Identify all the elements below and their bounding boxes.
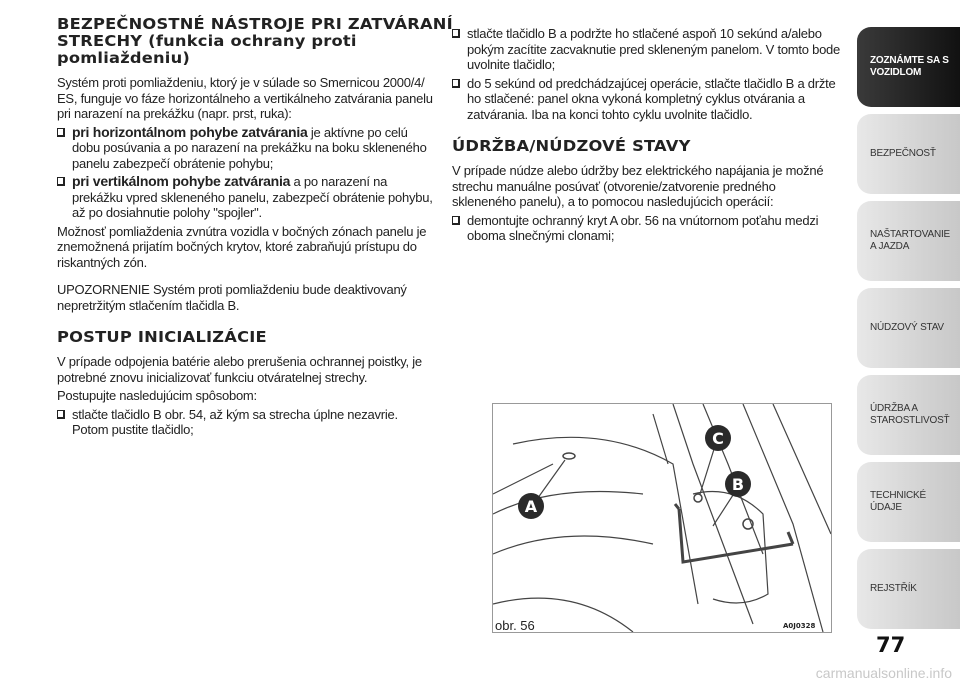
checkbox-bullet-icon bbox=[57, 128, 65, 137]
paragraph-side-covers: Možnosť pomliaždenia zvnútra vozidla v bočných zónach panelu je znemožnená prijatím bočných krytov, ktoré zabraňujú prístupu do riskantných zón. bbox=[57, 223, 427, 270]
middle-column bbox=[452, 26, 840, 247]
tab-label: ZOZNÁMTE SA S VOZIDLOM bbox=[870, 55, 949, 78]
tab-starting[interactable] bbox=[857, 201, 960, 281]
tab-label: REJSTŘÍK bbox=[870, 583, 917, 594]
tab-label: NAŠTARTOVANIE A JAZDA bbox=[870, 229, 951, 252]
left-column bbox=[57, 15, 453, 441]
tab-label: TECHNICKÉ ÚDAJE bbox=[870, 490, 926, 513]
checkbox-bullet-icon bbox=[452, 29, 460, 38]
list-item-text: stlačte tlačidlo B obr. 54, až kým sa strecha úplne nezavrie. Potom pustite tlačidlo; bbox=[72, 406, 398, 437]
list-item-step3 bbox=[452, 76, 840, 123]
checkbox-bullet-icon bbox=[452, 216, 460, 225]
tab-maintenance[interactable] bbox=[857, 375, 960, 455]
tab-safety[interactable] bbox=[857, 114, 960, 194]
callout-label-a: A bbox=[524, 497, 538, 516]
callout-c bbox=[705, 425, 731, 451]
list-item-lead: pri vertikálnom pohybe zatvárania bbox=[72, 173, 291, 189]
tab-emergency[interactable] bbox=[857, 288, 960, 368]
tab-vehicle[interactable] bbox=[857, 27, 960, 107]
list-item-vertical bbox=[57, 174, 437, 221]
paragraph-reinit: V prípade odpojenia batérie alebo prerušenia ochrannej poistky, je potrebné znovu inicializovať funkciu otváratelnej strechy. bbox=[57, 354, 422, 385]
list-item-step1 bbox=[57, 407, 437, 438]
heading-maintenance: ÚDRŽBA/NÚDZOVÉ STAVY bbox=[452, 137, 691, 155]
figure-56 bbox=[492, 403, 832, 633]
list-item-text: stlačte tlačidlo B a podržte ho stlačené aspoň 10 sekúnd a/alebo pokým zacítite zacvaknutie pred skleneným panelom. V tomto bode uvolnite tlačidlo; bbox=[467, 26, 841, 72]
paragraph-procedure: Postupujte nasledujúcim spôsobom: bbox=[57, 388, 257, 403]
callout-b bbox=[725, 471, 751, 497]
roof-illustration bbox=[493, 404, 831, 632]
tab-label: NÚDZOVÝ STAV bbox=[870, 322, 944, 333]
list-item-lead: pri horizontálnom pohybe zatvárania bbox=[72, 123, 308, 140]
heading-anti-pinch: BEZPEČNOSTNÉ NÁSTROJE PRI ZATVÁRANÍ STRECHY (funkcia ochrany proti pomliaždeniu) bbox=[57, 15, 453, 67]
list-item-text: je aktívne po celú dobu posúvania a po narazení na prekážku na boku skleneného panelu zabezpečí obrátenie pohybu; bbox=[72, 124, 427, 171]
callout-label-b: B bbox=[731, 475, 745, 494]
list-item-step2 bbox=[452, 26, 840, 73]
watermark: carmanualsonline.info bbox=[815, 665, 952, 681]
checkbox-bullet-icon bbox=[452, 79, 460, 88]
tab-technical[interactable] bbox=[857, 462, 960, 542]
figure-code: A0J0328 bbox=[783, 622, 816, 630]
tab-index[interactable] bbox=[857, 549, 960, 629]
paragraph-warning: UPOZORNENIE Systém proti pomliaždeniu bude deaktivovaný nepretržitým stlačením tlačidla B. bbox=[57, 282, 407, 313]
checkbox-bullet-icon bbox=[57, 410, 65, 419]
callout-label-c: C bbox=[712, 429, 724, 448]
page-number: 77 bbox=[876, 633, 906, 657]
tab-label: BEZPEČNOSŤ bbox=[870, 148, 936, 159]
paragraph-emergency: V prípade núdze alebo údržby bez elektrického napájania je možné strechu manuálne posúvať (otvorenie/zatvorenie predného skleneného panelu), a to pomocou nasledujúcich operácií: bbox=[452, 163, 824, 209]
list-item-text: demontujte ochranný kryt A obr. 56 na vnútornom poťahu medzi oboma slnečnými clonami; bbox=[467, 212, 819, 243]
heading-initialization: POSTUP INICIALIZÁCIE bbox=[57, 328, 267, 346]
tab-label: ÚDRŽBA A STAROSTLIVOSŤ bbox=[870, 403, 950, 426]
list-item-remove-cover bbox=[452, 213, 840, 244]
paragraph-intro: Systém proti pomliaždeniu, ktorý je v súlade so Smernicou 2000/4/ ES, funguje vo fáze horizontálneho a vertikálneho zatvárania panelu pri narazení na prekážku (napr. prst, ruka): bbox=[57, 75, 433, 121]
list-item-text: do 5 sekúnd od predchádzajúcej operácie, stlačte tlačidlo B a držte ho stlačené: panel okna vykoná kompletný cyklus otvárania a zatvárania. Iba na konci tohto cyklu uvolnite tlačidlo. bbox=[467, 75, 836, 122]
list-item-horizontal bbox=[57, 125, 437, 172]
figure-caption: obr. 56 bbox=[495, 618, 535, 633]
checkbox-bullet-icon bbox=[57, 177, 65, 186]
callout-a bbox=[518, 493, 544, 519]
list-item-text: a po narazení na prekážku vpred skleneného panelu, zabezpečí obrátenie pohybu, až po dosiahnutie polohy "spojler". bbox=[72, 174, 433, 220]
